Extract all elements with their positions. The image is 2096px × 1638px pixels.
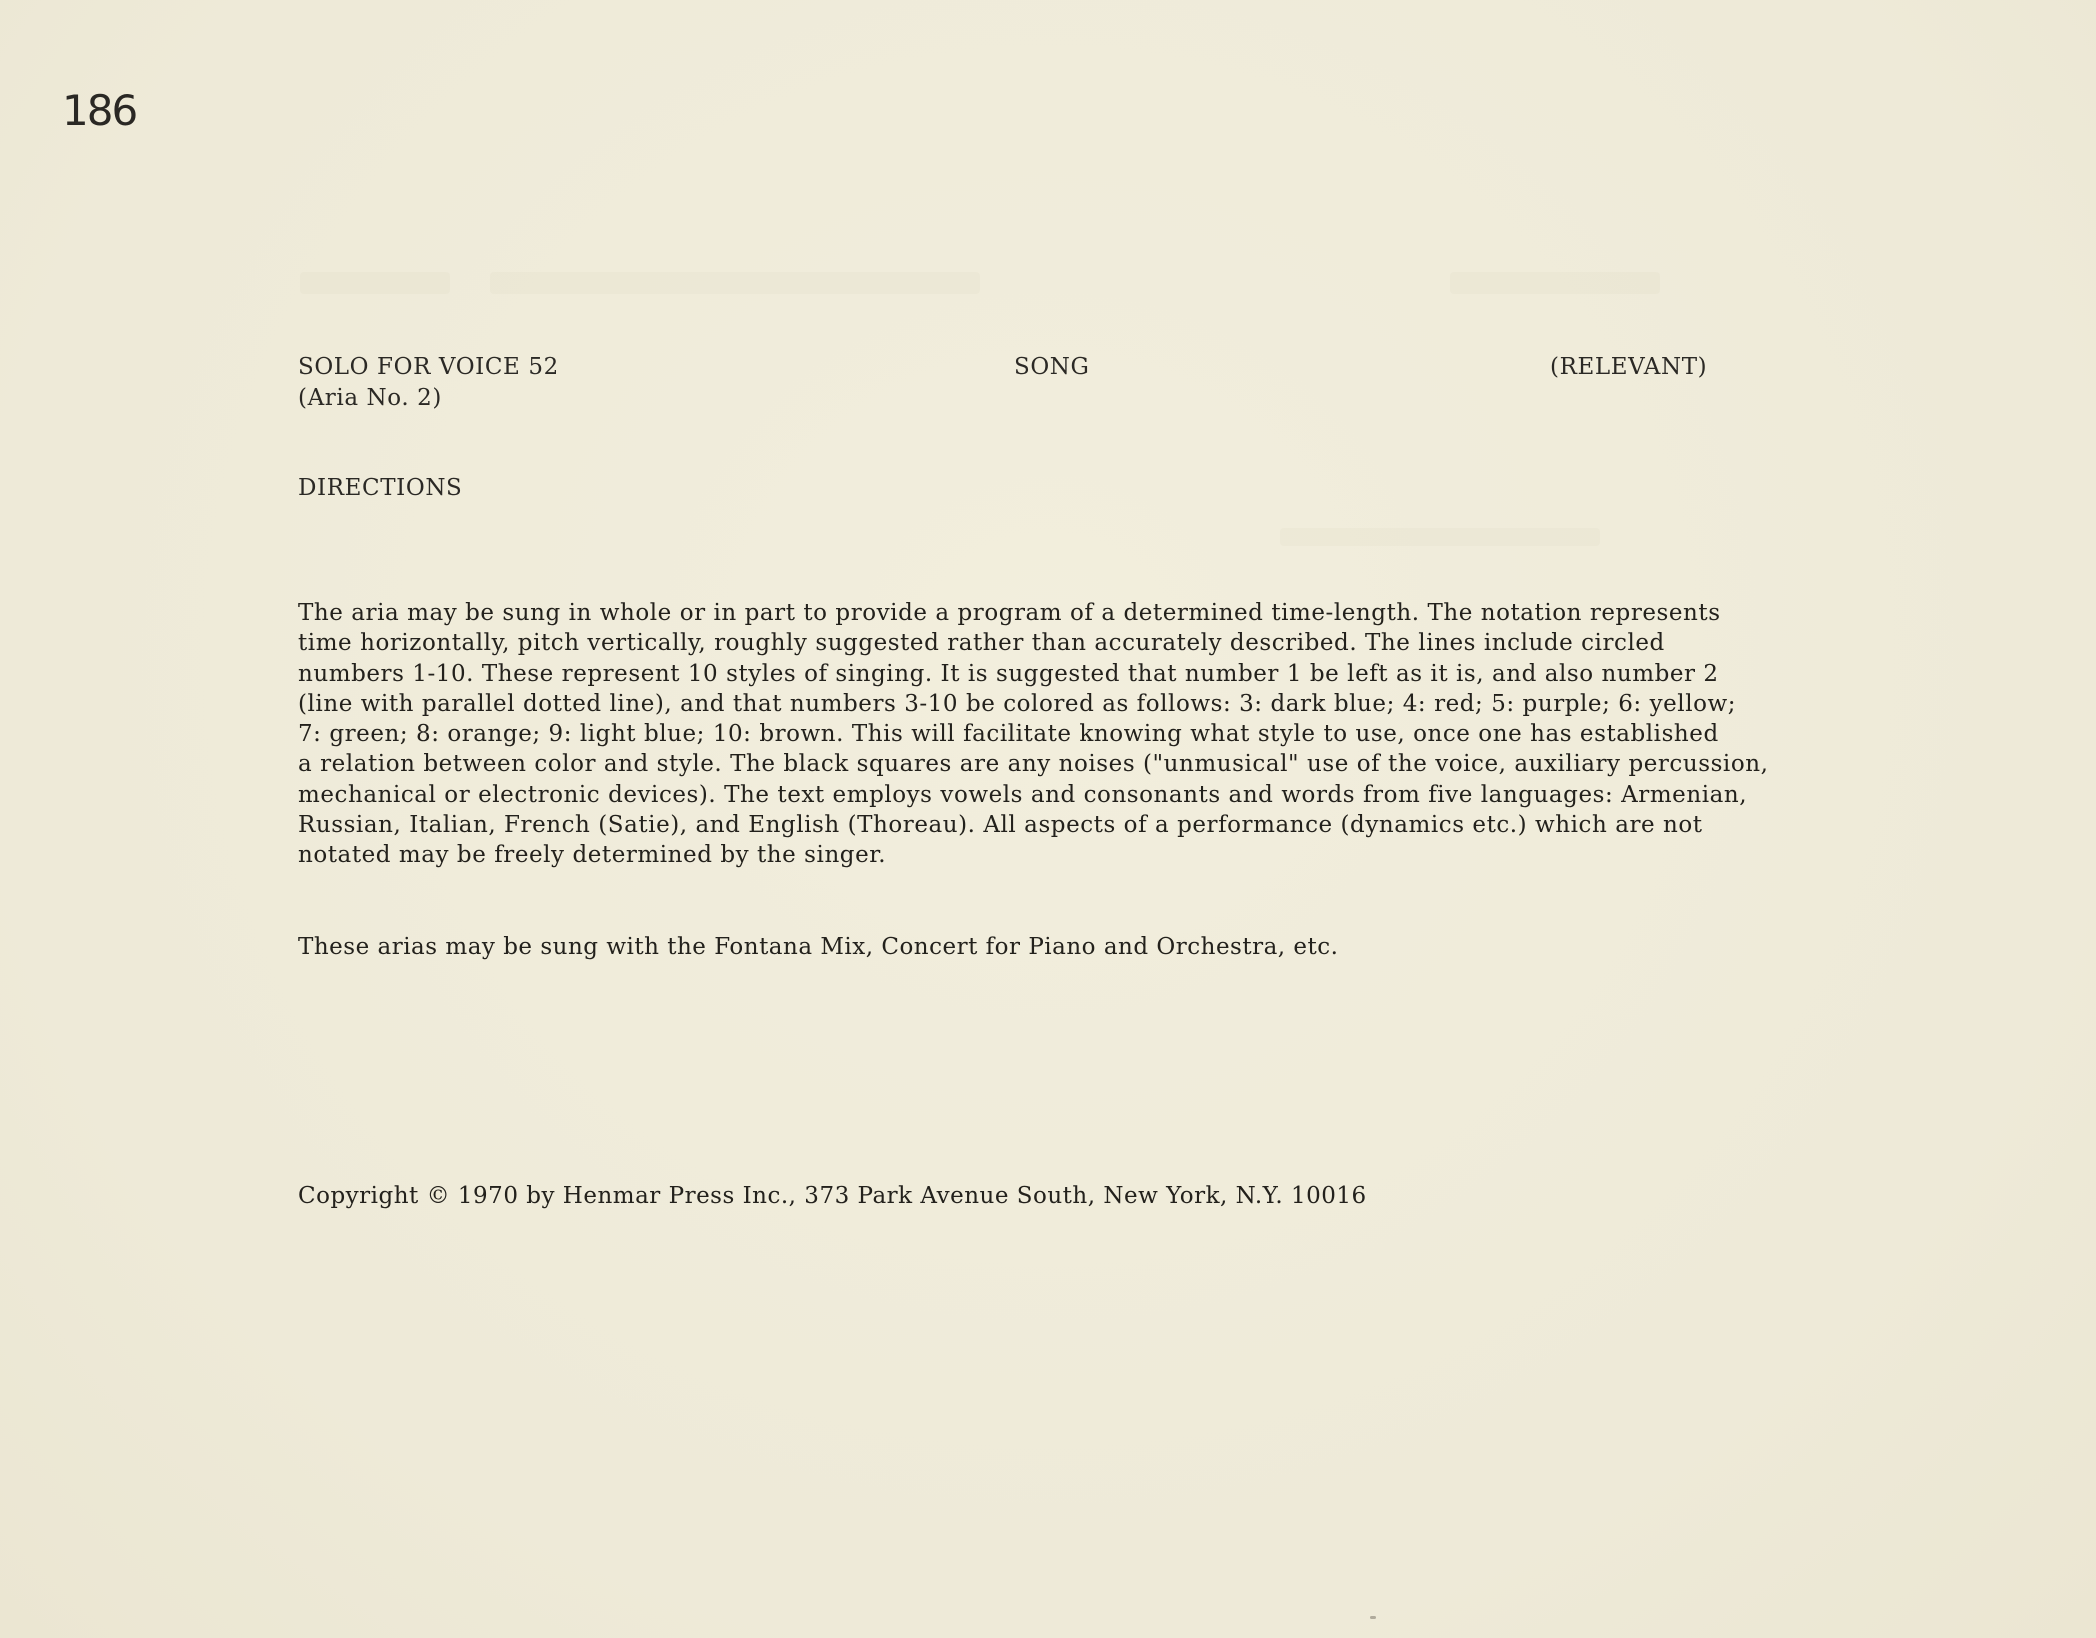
paragraph-line: numbers 1-10. These represent 10 styles of singing. It is suggested that number 1 be left as it is, and also number 2 — [298, 660, 1719, 687]
show-through-mark — [300, 272, 450, 294]
directions-heading: DIRECTIONS — [298, 475, 463, 501]
copyright-notice: Copyright © 1970 by Henmar Press Inc., 373 Park Avenue South, New York, N.Y. 10016 — [298, 1183, 1367, 1209]
paragraph-line: notated may be freely determined by the singer. — [298, 842, 887, 869]
piece-subtitle: (Aria No. 2) — [298, 385, 442, 411]
show-through-mark — [1450, 272, 1660, 294]
paragraph-line: time horizontally, pitch vertically, roughly suggested rather than accurately described. The lines include circled — [298, 630, 1665, 657]
paragraph-line: 7: green; 8: orange; 9: light blue; 10: brown. This will facilitate knowing what style to use, once one has established — [298, 721, 1719, 748]
piece-title: SOLO FOR VOICE 52 — [298, 354, 559, 380]
paragraph-line: (line with parallel dotted line), and that numbers 3-10 be colored as follows: 3: dark blue; 4: red; 5: purple; 6: yellow; — [298, 690, 1737, 717]
piece-title-block — [298, 352, 559, 414]
performance-note: These arias may be sung with the Fontana Mix, Concert for Piano and Orchestra, etc. — [298, 934, 1339, 960]
paragraph-line: The aria may be sung in whole or in part to provide a program of a determined time-length. The notation represents — [298, 600, 1721, 626]
paper-speck — [1370, 1616, 1376, 1619]
paragraph-line: mechanical or electronic devices). The text employs vowels and consonants and words from five languages: Armenian, — [298, 781, 1748, 808]
show-through-mark — [490, 272, 980, 294]
piece-genre: SONG — [1014, 354, 1090, 380]
show-through-mark — [1280, 528, 1600, 546]
paragraph-line: Russian, Italian, French (Satie), and English (Thoreau). All aspects of a performance (dynamics etc.) which are not — [298, 812, 1703, 839]
paragraph-line: a relation between color and style. The black squares are any noises ("unmusical" use of the voice, auxiliary percussion, — [298, 751, 1769, 778]
directions-paragraph — [298, 598, 1818, 871]
page-number: 186 — [62, 86, 137, 135]
piece-category: (RELEVANT) — [1550, 354, 1708, 380]
